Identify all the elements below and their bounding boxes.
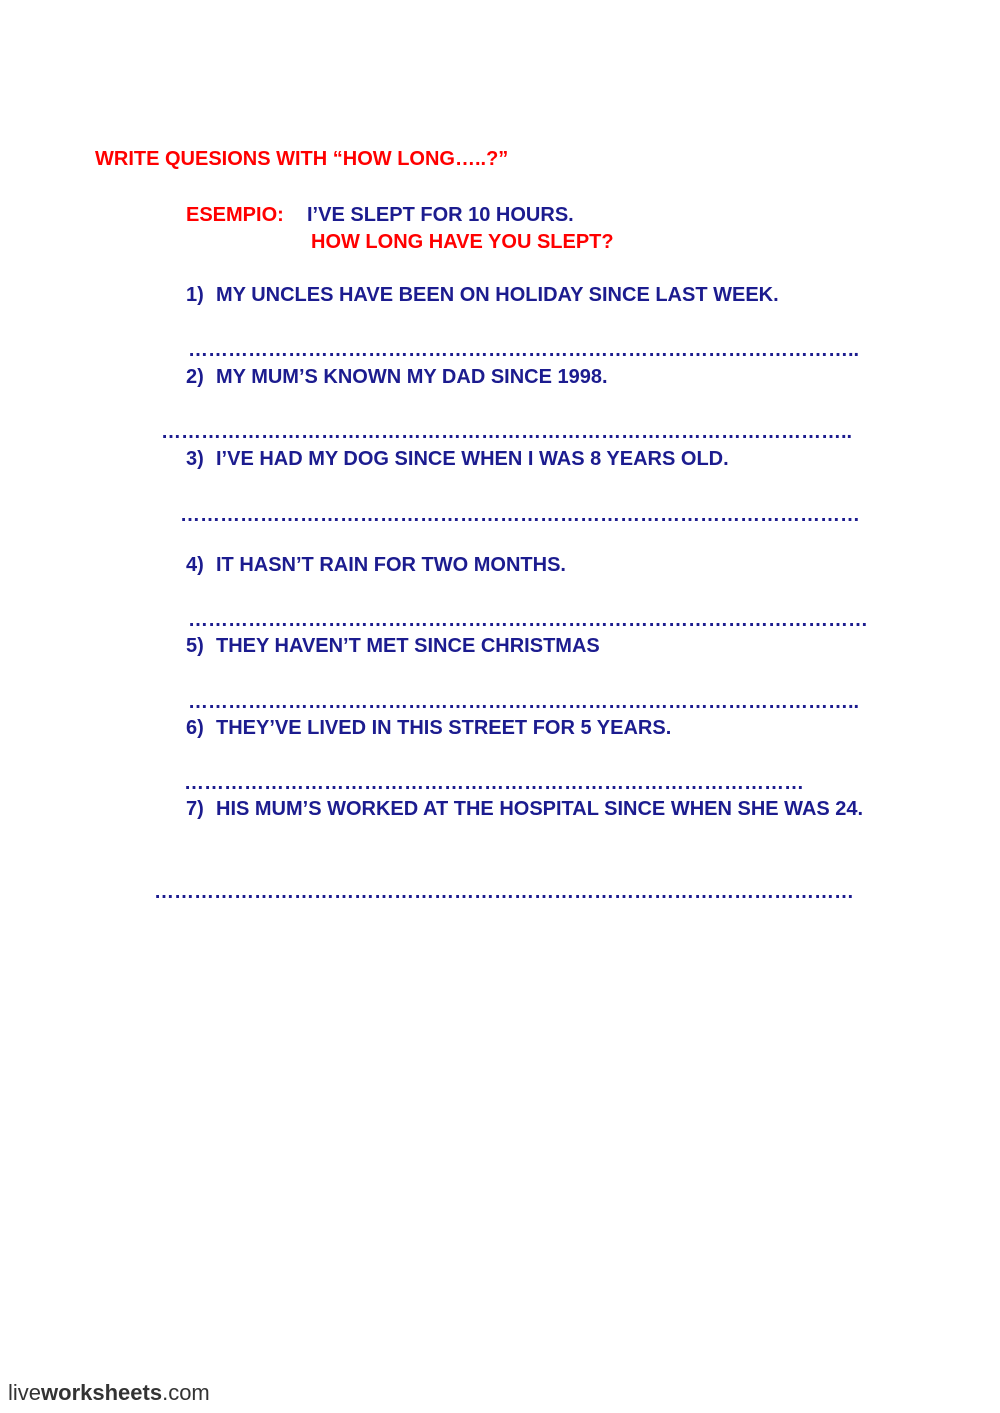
- example-question: HOW LONG HAVE YOU SLEPT?: [311, 231, 614, 253]
- question-text: I’VE HAD MY DOG SINCE WHEN I WAS 8 YEARS OLD.: [216, 448, 729, 470]
- question-item-6: [186, 716, 671, 740]
- answer-line-3[interactable]: …………………………………………………………………………………………: [180, 504, 860, 526]
- answer-line-7[interactable]: ……………………………………………………………………………………………: [154, 881, 854, 903]
- example-label: ESEMPIO:: [186, 204, 284, 226]
- answer-line-5[interactable]: ………………………………………………………………………………………..: [188, 691, 860, 713]
- question-number: 4): [186, 554, 204, 576]
- liveworksheets-logo: [8, 1380, 210, 1406]
- answer-line-6[interactable]: …………………………………………………………………………………: [184, 772, 804, 794]
- logo-light-text: live: [8, 1380, 42, 1405]
- question-item-7: [186, 797, 904, 821]
- logo-strong-text: worksheets: [41, 1380, 163, 1405]
- question-number: 1): [186, 284, 204, 306]
- question-number: 7): [186, 798, 204, 820]
- example-sentence: I’VE SLEPT FOR 10 HOURS.: [307, 204, 574, 226]
- question-text: THEY HAVEN’T MET SINCE CHRISTMAS: [216, 635, 600, 657]
- question-item-2: [186, 365, 608, 389]
- answer-line-4[interactable]: …………………………………………………………………………………………: [188, 609, 868, 631]
- instruction-heading: WRITE QUESIONS WITH “HOW LONG…..?”: [95, 148, 509, 170]
- question-item-5: [186, 634, 600, 658]
- question-text: MY MUM’S KNOWN MY DAD SINCE 1998.: [216, 366, 608, 388]
- question-item-4: [186, 553, 566, 577]
- logo-suffix-text: .com: [162, 1380, 210, 1405]
- question-item-3: [186, 447, 729, 471]
- question-text: IT HASN’T RAIN FOR TWO MONTHS.: [216, 554, 566, 576]
- question-text: MY UNCLES HAVE BEEN ON HOLIDAY SINCE LAST WEEK.: [216, 284, 779, 306]
- question-number: 6): [186, 717, 204, 739]
- question-number: 3): [186, 448, 204, 470]
- question-item-1: [186, 283, 779, 307]
- question-text: HIS MUM’S WORKED AT THE HOSPITAL SINCE WHEN SHE WAS 24.: [216, 798, 864, 820]
- answer-line-1[interactable]: ………………………………………………………………………………………..: [188, 339, 860, 361]
- answer-line-2[interactable]: …………………………………………………………………………………………..: [161, 421, 853, 443]
- question-number: 5): [186, 635, 204, 657]
- question-number: 2): [186, 366, 204, 388]
- question-text: THEY’VE LIVED IN THIS STREET FOR 5 YEARS.: [216, 717, 672, 739]
